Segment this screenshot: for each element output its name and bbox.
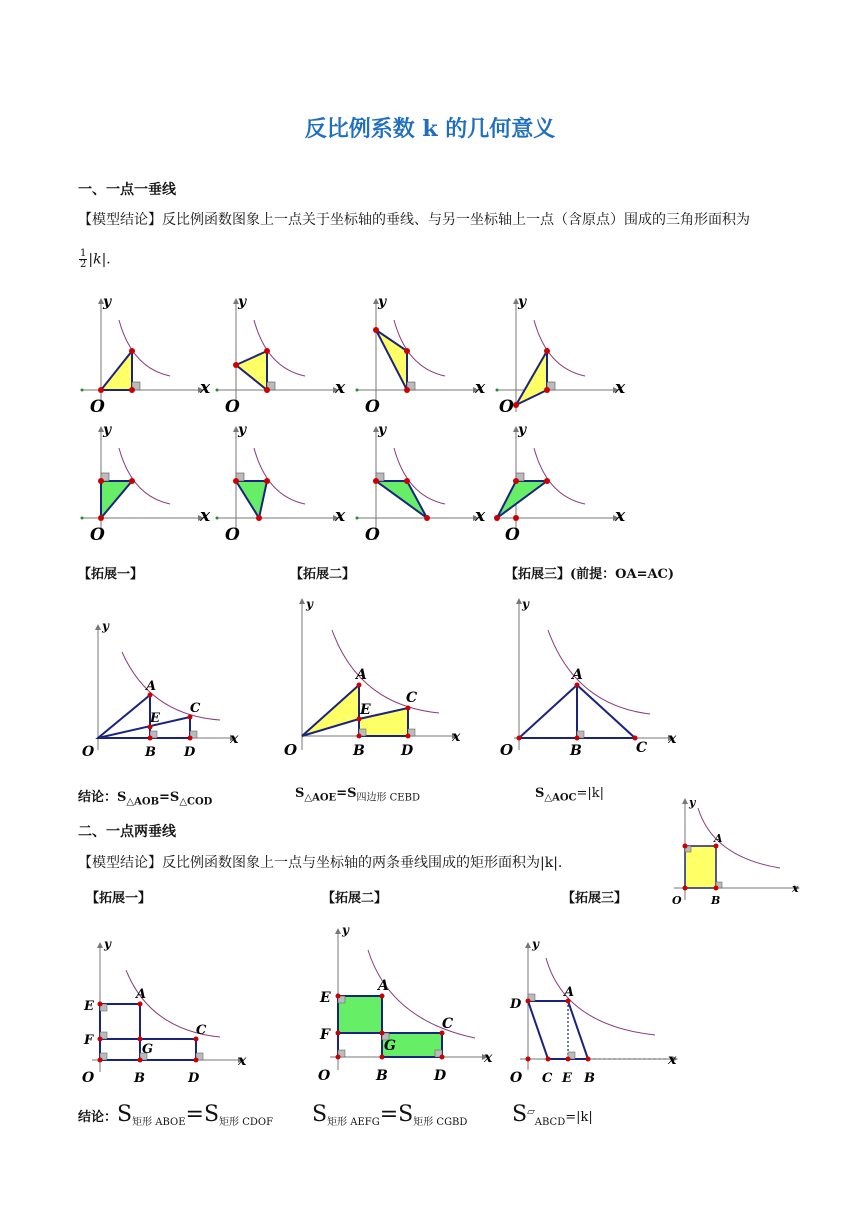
extension-figures-s1 (70, 590, 710, 770)
section2-model (78, 853, 562, 873)
frac-den: 2 (80, 259, 87, 270)
model-text: 反比例函数图象上一点关于坐标轴的垂线、与另一坐标轴上一点（含原点）围成的三角形面积为 (162, 212, 750, 228)
x-axis-label: x (668, 1052, 677, 1068)
point-e-label: E (150, 711, 160, 726)
x-axis-label: x (452, 729, 461, 745)
abs-k: |k|. (88, 251, 111, 268)
point-b-label: B (134, 1071, 145, 1086)
frac-num: 1 (80, 248, 87, 259)
point-b-label: B (570, 743, 582, 759)
point-c-label: C (190, 701, 201, 716)
point-b-label: B (584, 1071, 595, 1086)
extension-figures-s2 (70, 920, 690, 1095)
ext3-note: (前提：OA=AC) (570, 567, 675, 582)
y-axis-label: y (306, 597, 313, 611)
origin-label: O (505, 525, 520, 545)
graph-1-1 (81, 294, 212, 417)
y-axis-label: y (103, 422, 112, 438)
c2-sub: △AOE (304, 792, 337, 804)
y-axis-label: y (378, 294, 387, 310)
point-e-label: E (320, 990, 331, 1006)
c-eq1: =S (185, 1102, 220, 1127)
point-e-label: E (84, 999, 94, 1014)
point-b-label: B (353, 743, 365, 759)
point-d-label: D (434, 1068, 447, 1084)
triangle-models-figure (70, 290, 650, 550)
y-axis-label: y (238, 294, 247, 310)
origin-label: O (90, 397, 105, 417)
section1-model (78, 210, 798, 230)
section1-heading: 一、一点一垂线 (78, 182, 176, 198)
x-axis-label: x (238, 1053, 247, 1069)
origin-label: O (365, 525, 380, 545)
point-d-label: D (401, 743, 414, 759)
y-axis-label: y (102, 619, 109, 633)
origin-label: O (672, 894, 682, 907)
c1-sub: △AOB (126, 796, 160, 808)
origin-label: O (499, 397, 514, 417)
c-s3: S (512, 1102, 528, 1127)
point-c-label: C (442, 1016, 454, 1032)
y-axis-label: y (104, 937, 111, 951)
point-a-label: A (714, 832, 723, 845)
model-tag: 【模型结论】 (78, 212, 162, 228)
graph-1-4 (496, 294, 627, 417)
y-axis-label: y (518, 294, 527, 310)
x-axis-label: x (200, 378, 211, 398)
rectangle-model-figure (668, 792, 808, 910)
x-axis-label: x (230, 731, 239, 747)
y-axis-label: y (103, 294, 112, 310)
point-d-label: D (188, 1071, 200, 1086)
c1-sub2: △COD (179, 796, 213, 808)
conclusion-prefix: 结论： (78, 1110, 118, 1125)
point-a-label: A (356, 667, 367, 683)
x-axis-label: x (615, 378, 626, 398)
origin-label: O (82, 744, 95, 760)
ext2-3-figure (509, 937, 678, 1086)
origin-label: O (90, 525, 105, 545)
point-d-label: D (184, 745, 196, 760)
c3-eq: =|k| (576, 786, 605, 801)
graph-1-3 (356, 294, 487, 417)
c-sub4: 矩形 CGBD (413, 1117, 468, 1129)
point-f-label: F (320, 1027, 330, 1043)
x-axis-label: x (668, 731, 677, 747)
section2-heading: 二、一点两垂线 (78, 824, 176, 840)
point-b-label: B (145, 745, 156, 760)
origin-label: O (225, 397, 240, 417)
x-axis-label: x (792, 882, 799, 895)
ext1-figure (82, 619, 239, 760)
c2-eq: =S (336, 786, 357, 801)
c-eq3: =|k| (565, 1110, 593, 1125)
point-a-label: A (572, 667, 583, 683)
ext3-label-s1 (505, 563, 674, 582)
point-g-label: G (384, 1038, 396, 1054)
ext2-label-s2: 【拓展二】 (322, 891, 388, 906)
c1-s: S (117, 790, 127, 805)
graph-2-1 (81, 422, 212, 545)
parallelogram-symbol: ▱ (527, 1106, 535, 1118)
ext2-1-figure (82, 937, 247, 1086)
point-e-label: E (360, 702, 371, 718)
x-axis-label: x (335, 506, 346, 526)
ext1-label-s1: 【拓展一】 (78, 567, 144, 582)
origin-label: O (225, 525, 240, 545)
x-axis-label: x (484, 1050, 493, 1066)
point-c-label: C (542, 1071, 553, 1086)
conclusion2-c (512, 1102, 593, 1128)
ext1-label-s2: 【拓展一】 (86, 891, 152, 906)
point-d-label: D (510, 997, 522, 1012)
model-text: 反比例函数图象上一点与坐标轴的两条垂线围成的矩形面积为|k|. (162, 855, 563, 871)
c3-sub: △AOC (544, 792, 577, 804)
ext3-label-s2: 【拓展三】 (562, 891, 628, 906)
c1-eq: =S (159, 790, 180, 805)
c3-s: S (535, 786, 545, 801)
c-sub1: 矩形 ABOE (132, 1117, 186, 1129)
x-axis-label: x (475, 378, 486, 398)
ext2-figure (284, 597, 461, 759)
y-axis-label: y (378, 422, 387, 438)
graph-2-2 (216, 422, 347, 545)
graph-2-4 (494, 422, 626, 545)
origin-label: O (284, 741, 298, 759)
point-f-label: F (84, 1033, 94, 1048)
ext3-figure (500, 597, 677, 759)
point-e-label: E (562, 1071, 572, 1086)
page-title: 反比例系数 k 的几何意义 (304, 116, 556, 142)
c-sub5: ABCD (534, 1117, 566, 1129)
y-axis-label: y (342, 923, 349, 937)
conclusion2-b (312, 1102, 467, 1128)
y-axis-label: y (689, 796, 696, 809)
graph-1-2 (216, 294, 347, 417)
one-half-fraction (79, 249, 87, 270)
point-a-label: A (146, 679, 157, 694)
x-axis-label: x (615, 506, 626, 526)
point-c-label: C (406, 690, 418, 706)
origin-label: O (500, 741, 514, 759)
c-sub3: 矩形 AEFG (327, 1117, 380, 1129)
c-sub2: 矩形 CDOF (219, 1117, 274, 1129)
c-s2: S (312, 1102, 328, 1127)
c-eq2: =S (379, 1102, 414, 1127)
point-b-label: B (376, 1068, 388, 1084)
x-axis-label: x (335, 378, 346, 398)
conclusion1-a (78, 786, 212, 808)
conclusion1-b (295, 786, 420, 804)
origin-label: O (82, 1070, 95, 1086)
section1-model-end (78, 249, 111, 270)
point-a-label: A (378, 978, 389, 994)
x-axis-label: x (200, 506, 211, 526)
origin-label: O (365, 397, 380, 417)
c2-sub2: 四边形 CEBD (356, 792, 420, 804)
point-c-label: C (636, 740, 648, 756)
point-a-label: A (136, 987, 147, 1002)
y-axis-label: y (238, 422, 247, 438)
ext3-title: 【拓展三】 (505, 567, 571, 582)
y-axis-label: y (518, 422, 527, 438)
ext2-2-figure (318, 923, 493, 1084)
y-axis-label: y (532, 937, 539, 951)
conclusion1-c (535, 786, 604, 804)
conclusion2 (78, 1102, 273, 1128)
c2-s: S (295, 786, 305, 801)
point-b-label: B (711, 894, 721, 907)
origin-label: O (510, 1070, 523, 1086)
point-g-label: G (142, 1042, 154, 1057)
point-c-label: C (196, 1023, 207, 1038)
model-tag: 【模型结论】 (78, 855, 162, 871)
origin-label: O (318, 1068, 331, 1084)
c-s1: S (117, 1102, 133, 1127)
point-a-label: A (564, 985, 575, 1000)
conclusion-prefix: 结论： (78, 790, 118, 805)
x-axis-label: x (475, 506, 486, 526)
ext2-label-s1: 【拓展二】 (290, 567, 356, 582)
y-axis-label: y (522, 597, 529, 611)
graph-2-3 (356, 422, 487, 545)
